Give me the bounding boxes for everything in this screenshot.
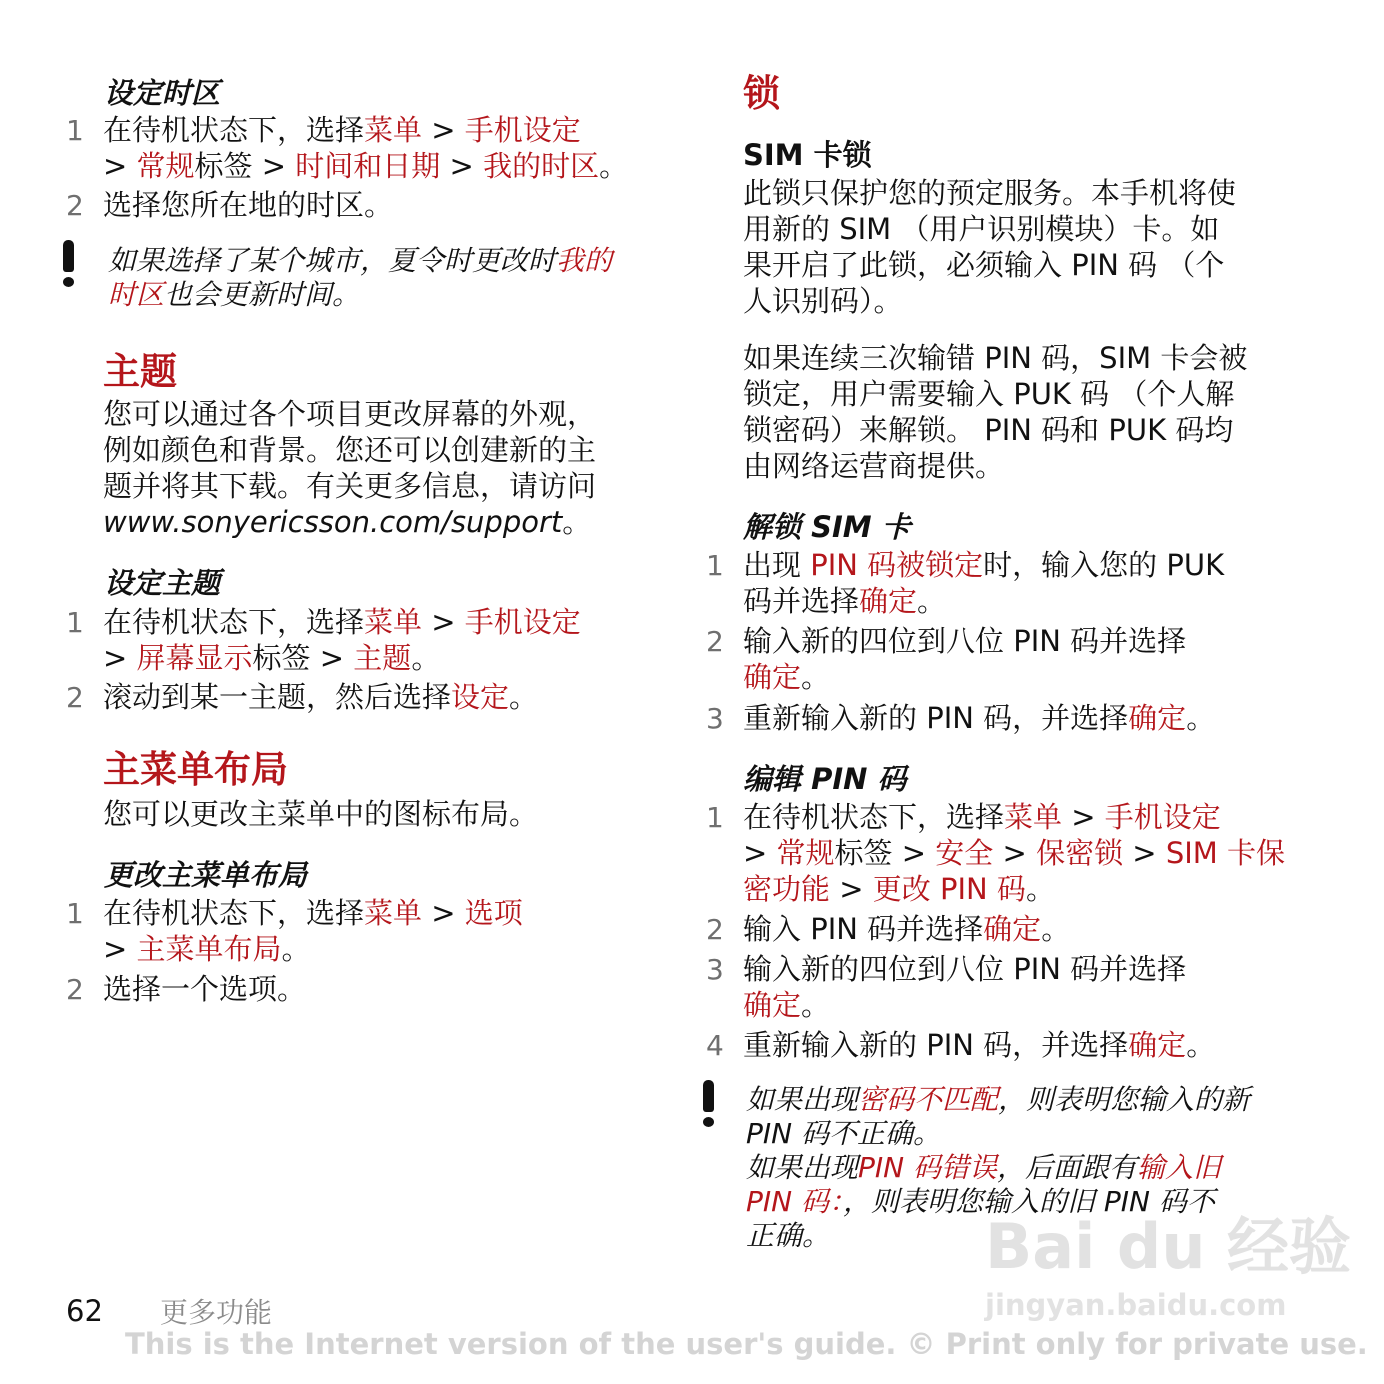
subheading-change-layout: 更改主菜单布局 (104, 858, 308, 892)
step-number: 3 (706, 702, 724, 735)
subheading-sim-lock: SIM 卡锁 (743, 138, 872, 172)
step-text-part: 在待机状态下，选择 (743, 800, 1005, 834)
step-text (103, 679, 538, 715)
step-text: 输入新的四位到八位 PIN 码并选择 (743, 952, 1187, 986)
note-part: ，后面跟有 (997, 1151, 1138, 1184)
step-text (103, 148, 628, 184)
step-text (743, 1027, 1215, 1063)
step-text-part: 出现 (743, 548, 811, 582)
step-text (743, 547, 1224, 583)
punctuation: 。 (562, 505, 592, 539)
step-number: 1 (66, 897, 84, 930)
menu-link: 设定 (451, 680, 510, 714)
step-text (743, 799, 1221, 835)
menu-link: 菜单 (364, 605, 423, 639)
paragraph-line (103, 504, 591, 540)
step-text-part: 标签 > (834, 836, 936, 870)
step-text-part: 标签 > (194, 149, 296, 183)
menu-link: 密码不匹配 (858, 1083, 999, 1116)
menu-link: 安全 (935, 836, 994, 870)
menu-link: 确定 (983, 912, 1042, 946)
step-text-part: 重新输入新的 PIN 码，并选择 (743, 701, 1129, 735)
menu-link: PIN 码错误 (858, 1151, 998, 1184)
step-text-part: 码并选择 (743, 584, 860, 618)
step-number: 1 (66, 606, 84, 639)
menu-link: 时区 (108, 278, 165, 311)
step-text (103, 604, 581, 640)
warning-icon (60, 240, 76, 288)
paragraph-line: 用新的 SIM （用户识别模块）卡。如 (743, 212, 1220, 246)
paragraph-line: 您可以更改主菜单中的图标布局。 (103, 797, 539, 831)
menu-link: 确定 (1128, 1028, 1187, 1062)
usage-notice: This is the Internet version of the user's guide. © Print only for private use. (125, 1327, 1368, 1361)
step-text-part: 滚动到某一主题，然后选择 (103, 680, 452, 714)
menu-link: 确定 (743, 660, 802, 694)
paragraph-line: 如果连续三次输错 PIN 码，SIM 卡会被 (743, 341, 1248, 375)
menu-link: 手机设定 (1104, 800, 1221, 834)
menu-link: 确定 (1128, 701, 1187, 735)
step-number: 2 (66, 189, 84, 222)
step-text (103, 640, 440, 676)
menu-link: 菜单 (1004, 800, 1063, 834)
step-number: 2 (706, 625, 724, 658)
separator: > (103, 149, 137, 183)
section-title: 更多功能 (160, 1296, 273, 1329)
paragraph-line: 您可以通过各个项目更改屏幕的外观， (103, 397, 597, 431)
subheading-unlock-sim: 解锁 SIM 卡 (743, 510, 911, 544)
note-text (108, 244, 612, 278)
punctuation: 。 (801, 988, 831, 1022)
step-text (103, 895, 523, 931)
separator: > (103, 932, 137, 966)
warning-icon (700, 1080, 716, 1128)
separator: > (993, 836, 1037, 870)
menu-link: 常规 (776, 836, 835, 870)
step-text-part: 在待机状态下，选择 (103, 113, 365, 147)
menu-link: 选项 (464, 896, 523, 930)
step-number: 3 (706, 953, 724, 986)
menu-link: 更改 PIN 码 (872, 872, 1026, 906)
menu-link: 手机设定 (464, 113, 581, 147)
menu-link: 我的 (556, 244, 613, 277)
menu-link: 主题 (353, 641, 412, 675)
paragraph-line: 锁密码）来解锁。 PIN 码和 PUK 码均 (743, 413, 1234, 447)
menu-link: 主菜单布局 (136, 932, 282, 966)
menu-link: 屏幕显示 (136, 641, 253, 675)
punctuation: 。 (599, 149, 629, 183)
step-text (103, 931, 311, 967)
paragraph-line: 题并将其下载。有关更多信息，请访问 (103, 469, 597, 503)
menu-link: 时间和日期 (295, 149, 441, 183)
note-text (746, 1083, 1250, 1117)
note-part: ，则表明您输入的新 (998, 1083, 1251, 1116)
menu-link: 密功能 (743, 872, 831, 906)
paragraph-line: 人识别码）。 (743, 284, 903, 318)
step-number: 1 (706, 549, 724, 582)
step-text (743, 700, 1215, 736)
separator: > (422, 896, 465, 930)
note-part: 如果出现 (746, 1151, 859, 1184)
note-text (746, 1151, 1221, 1185)
note-part: 如果选择了某个城市，夏令时更改时 (108, 244, 557, 277)
step-text-part: 重新输入新的 PIN 码，并选择 (743, 1028, 1129, 1062)
step-number: 1 (66, 114, 84, 147)
step-text-part: 标签 > (252, 641, 354, 675)
paragraph-line: 例如颜色和背景。您还可以创建新的主 (103, 433, 597, 467)
menu-link: 菜单 (364, 896, 423, 930)
menu-link: 手机设定 (464, 605, 581, 639)
menu-link: 确定 (743, 988, 802, 1022)
step-text (743, 911, 1070, 947)
separator: > (422, 605, 465, 639)
step-text (743, 659, 830, 695)
subheading-set-timezone: 设定时区 (104, 76, 221, 110)
heading-main-menu-layout: 主菜单布局 (103, 748, 288, 791)
punctuation: 。 (1025, 872, 1055, 906)
punctuation: 。 (509, 680, 539, 714)
menu-link: 保密锁 (1036, 836, 1124, 870)
menu-link: 我的时区 (483, 149, 600, 183)
step-text-part: 在待机状态下，选择 (103, 896, 365, 930)
punctuation: 。 (411, 641, 441, 675)
separator: > (103, 641, 137, 675)
note-part: 也会更新时间。 (164, 278, 361, 311)
step-text (103, 112, 581, 148)
paragraph-line: 此锁只保护您的预定服务。本手机将使 (743, 176, 1237, 210)
page-number: 62 (66, 1294, 103, 1328)
punctuation: 。 (1186, 701, 1216, 735)
separator: > (743, 836, 777, 870)
menu-link: PIN 码： (746, 1185, 843, 1218)
note-text (108, 278, 360, 312)
step-text-part: 时，输入您的 PUK (983, 548, 1225, 582)
baidu-watermark (975, 1210, 1352, 1334)
step-number: 4 (706, 1029, 724, 1062)
step-text: 选择一个选项。 (103, 972, 307, 1006)
punctuation: 。 (1186, 1028, 1216, 1062)
punctuation: 。 (917, 584, 947, 618)
menu-link: PIN 码被锁定 (810, 548, 984, 582)
separator: > (422, 113, 465, 147)
step-text (743, 583, 946, 619)
subheading-set-theme: 设定主题 (104, 566, 221, 600)
separator: > (1062, 800, 1105, 834)
menu-link: 常规 (136, 149, 195, 183)
step-text (743, 835, 1285, 871)
punctuation: 。 (801, 660, 831, 694)
paragraph-line: 锁定，用户需要输入 PUK 码 （个人解 (743, 377, 1235, 411)
step-number: 2 (66, 681, 84, 714)
separator: > (440, 149, 484, 183)
menu-link: 确定 (859, 584, 918, 618)
paragraph-line: 果开启了此锁，必须输入 PIN 码 （个 (743, 248, 1225, 282)
menu-link: SIM 卡保 (1165, 836, 1286, 870)
subheading-edit-pin: 编辑 PIN 码 (743, 762, 907, 796)
support-url[interactable]: www.sonyericsson.com/support (103, 505, 563, 539)
step-text (743, 987, 830, 1023)
punctuation: 。 (281, 932, 311, 966)
step-number: 2 (66, 973, 84, 1006)
watermark-url: jingyan.baidu.com (985, 1288, 1287, 1322)
watermark-logo: Bai du 经验 (985, 1210, 1352, 1283)
step-text-part: 在待机状态下，选择 (103, 605, 365, 639)
separator: > (1123, 836, 1166, 870)
step-text (743, 871, 1055, 907)
heading-themes: 主题 (103, 350, 177, 393)
step-text: 选择您所在地的时区。 (103, 188, 394, 222)
step-text: 输入新的四位到八位 PIN 码并选择 (743, 624, 1187, 658)
note-text: PIN 码不正确。 (746, 1117, 941, 1150)
step-text-part: 输入 PIN 码并选择 (743, 912, 984, 946)
note-part: 如果出现 (746, 1083, 859, 1116)
note-text: 正确。 (746, 1219, 831, 1252)
separator: > (830, 872, 873, 906)
heading-locks: 锁 (743, 72, 780, 115)
paragraph-line: 由网络运营商提供。 (743, 449, 1005, 483)
step-number: 2 (706, 913, 724, 946)
step-number: 1 (706, 801, 724, 834)
punctuation: 。 (1041, 912, 1071, 946)
menu-link: 输入旧 (1137, 1151, 1222, 1184)
menu-link: 菜单 (364, 113, 423, 147)
note-part: ，则表明您输入的旧 PIN 码不 (843, 1185, 1215, 1218)
